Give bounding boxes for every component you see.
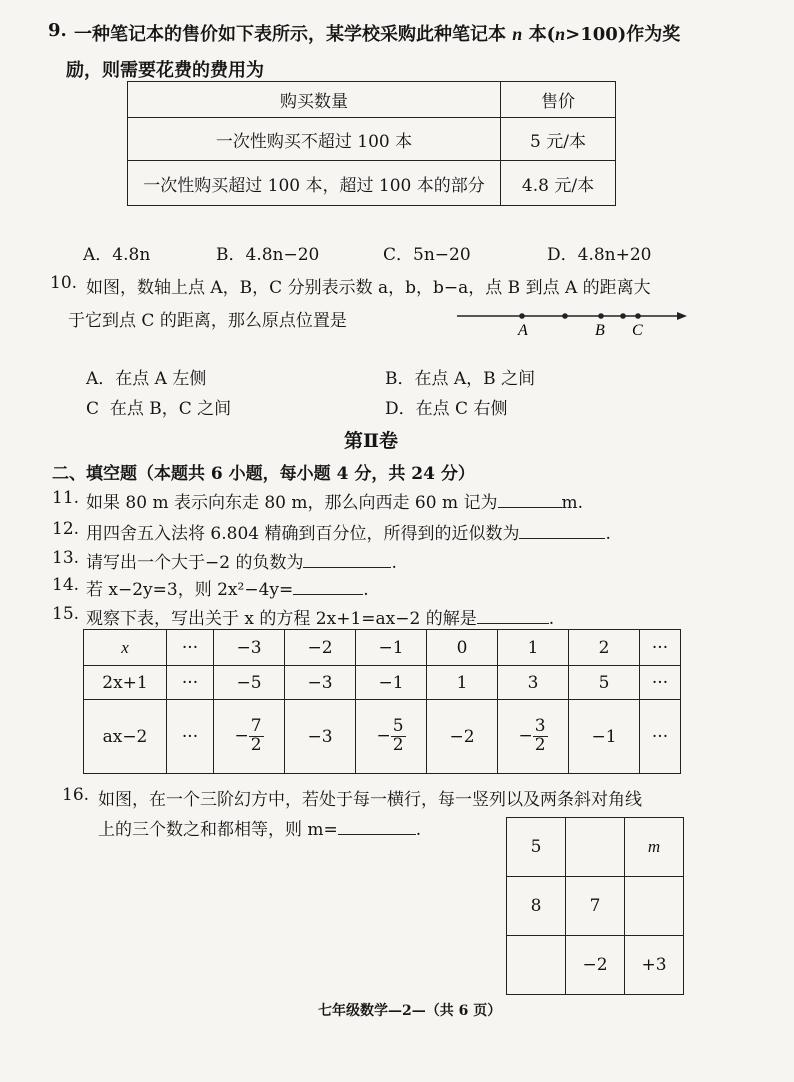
magic-square-cell: +3 bbox=[625, 936, 684, 995]
q9-price-table bbox=[127, 81, 616, 206]
q9-option-c: C．5n−20 bbox=[383, 245, 471, 265]
table-cell: −1 bbox=[356, 666, 427, 700]
magic-square-cell: 7 bbox=[566, 877, 625, 936]
q14-answer-blank[interactable] bbox=[293, 578, 363, 595]
table-cell: 5 元/本 bbox=[501, 118, 616, 161]
label-a: A bbox=[518, 322, 528, 339]
table-cell: −1 bbox=[569, 700, 640, 774]
q16-number: 16. bbox=[62, 785, 90, 805]
q10-stem-line2: 于它到点 C 的距离，那么原点位置是 bbox=[68, 311, 347, 331]
point-a-dot bbox=[519, 313, 525, 319]
point-b-dot bbox=[598, 313, 604, 319]
q9-number: 9. bbox=[48, 20, 67, 41]
number-line-figure bbox=[455, 300, 690, 340]
table-cell: − $\frac{7}{2}$ bbox=[214, 700, 285, 774]
point-c-dot bbox=[635, 313, 641, 319]
table-cell: 1 bbox=[498, 630, 569, 666]
table-cell: 2x+1 bbox=[84, 666, 167, 700]
q10-option-c: C 在点 B，C 之间 bbox=[86, 399, 232, 419]
label-b: B bbox=[595, 322, 605, 339]
table-header: 购买数量 bbox=[128, 82, 501, 118]
q11-stem: 如果 80 m 表示向东走 80 m，那么向西走 60 m 记为 m. bbox=[86, 493, 584, 513]
magic-square-cell bbox=[566, 818, 625, 877]
q12-number: 12. bbox=[52, 519, 80, 539]
point-dot bbox=[562, 313, 568, 319]
table-cell: −3 bbox=[285, 666, 356, 700]
table-cell: − $\frac{5}{2}$ bbox=[356, 700, 427, 774]
table-cell: −2 bbox=[285, 630, 356, 666]
magic-square-cell: −2 bbox=[566, 936, 625, 995]
q12-stem: 用四舍五入法将 6.804 精确到百分位，所得到的近似数为 . bbox=[86, 524, 611, 544]
table-cell: ··· bbox=[167, 630, 214, 666]
table-cell: −3 bbox=[214, 630, 285, 666]
table-cell: ··· bbox=[640, 700, 681, 774]
label-c: C bbox=[632, 322, 643, 339]
magic-square-cell bbox=[507, 936, 566, 995]
part2-heading: 二、填空题（本题共 6 小题，每小题 4 分，共 24 分） bbox=[52, 464, 475, 484]
q10-option-b: B．在点 A，B 之间 bbox=[385, 369, 536, 389]
magic-square-cell: 5 bbox=[507, 818, 566, 877]
table-cell: ··· bbox=[640, 630, 681, 666]
table-cell: 一次性购买不超过 100 本 bbox=[128, 118, 501, 161]
q10-option-a: A．在点 A 左侧 bbox=[86, 369, 207, 389]
section-title: 第Ⅱ卷 bbox=[344, 430, 399, 452]
table-cell: 1 bbox=[427, 666, 498, 700]
q15-answer-blank[interactable] bbox=[477, 607, 549, 624]
q9-option-b: B．4.8n−20 bbox=[216, 245, 320, 265]
q14-stem: 若 x−2y=3，则 2x²−4y= . bbox=[86, 580, 369, 600]
table-cell: ax−2 bbox=[84, 700, 167, 774]
q9-option-d: D．4.8n+20 bbox=[547, 245, 652, 265]
table-cell: x bbox=[84, 630, 167, 666]
table-cell: −1 bbox=[356, 630, 427, 666]
q10-option-d: D．在点 C 右侧 bbox=[385, 399, 508, 419]
magic-square-cell: 8 bbox=[507, 877, 566, 936]
table-cell: 2 bbox=[569, 630, 640, 666]
arrow-right-icon bbox=[677, 312, 687, 320]
table-cell: 0 bbox=[427, 630, 498, 666]
table-cell: ··· bbox=[640, 666, 681, 700]
table-cell: −2 bbox=[427, 700, 498, 774]
q13-answer-blank[interactable] bbox=[303, 551, 391, 568]
q11-number: 11. bbox=[52, 488, 80, 508]
q11-answer-blank[interactable] bbox=[498, 491, 562, 508]
q9-stem-line1: 一种笔记本的售价如下表所示，某学校采购此种笔记本 n 本(n>100)作为奖 bbox=[74, 24, 681, 45]
table-header: 售价 bbox=[501, 82, 616, 118]
magic-square bbox=[506, 817, 684, 995]
q10-stem-line1: 如图，数轴上点 A，B，C 分别表示数 a，b，b−a，点 B 到点 A 的距离大 bbox=[86, 278, 651, 298]
page-footer: 七年级数学—2—（共 6 页） bbox=[318, 1003, 502, 1019]
q16-stem-line2: 上的三个数之和都相等，则 m= . bbox=[98, 820, 422, 840]
table-cell: −5 bbox=[214, 666, 285, 700]
q13-number: 13. bbox=[52, 548, 80, 568]
q12-answer-blank[interactable] bbox=[519, 522, 605, 539]
table-cell: ··· bbox=[167, 700, 214, 774]
q14-number: 14. bbox=[52, 575, 80, 595]
q10-number: 10. bbox=[50, 273, 78, 293]
q9-option-a: A．4.8n bbox=[83, 245, 151, 265]
q15-number: 15. bbox=[52, 604, 80, 624]
q16-answer-blank[interactable] bbox=[338, 818, 416, 835]
table-cell: 3 bbox=[498, 666, 569, 700]
table-cell: ··· bbox=[167, 666, 214, 700]
magic-square-cell bbox=[625, 877, 684, 936]
q13-stem: 请写出一个大于−2 的负数为 . bbox=[86, 553, 397, 573]
magic-square-cell: m bbox=[625, 818, 684, 877]
q9-stem-line2: 励，则需要花费的费用为 bbox=[66, 60, 264, 81]
table-cell: 一次性购买超过 100 本，超过 100 本的部分 bbox=[128, 161, 501, 206]
q15-value-table bbox=[83, 629, 681, 774]
table-cell: − $\frac{3}{2}$ bbox=[498, 700, 569, 774]
table-cell: 5 bbox=[569, 666, 640, 700]
q15-stem: 观察下表，写出关于 x 的方程 2x+1=ax−2 的解是 . bbox=[86, 609, 555, 629]
q16-stem-line1: 如图，在一个三阶幻方中，若处于每一横行，每一竖列以及两条斜对角线 bbox=[98, 790, 642, 810]
point-dot bbox=[620, 313, 626, 319]
table-cell: −3 bbox=[285, 700, 356, 774]
table-cell: 4.8 元/本 bbox=[501, 161, 616, 206]
